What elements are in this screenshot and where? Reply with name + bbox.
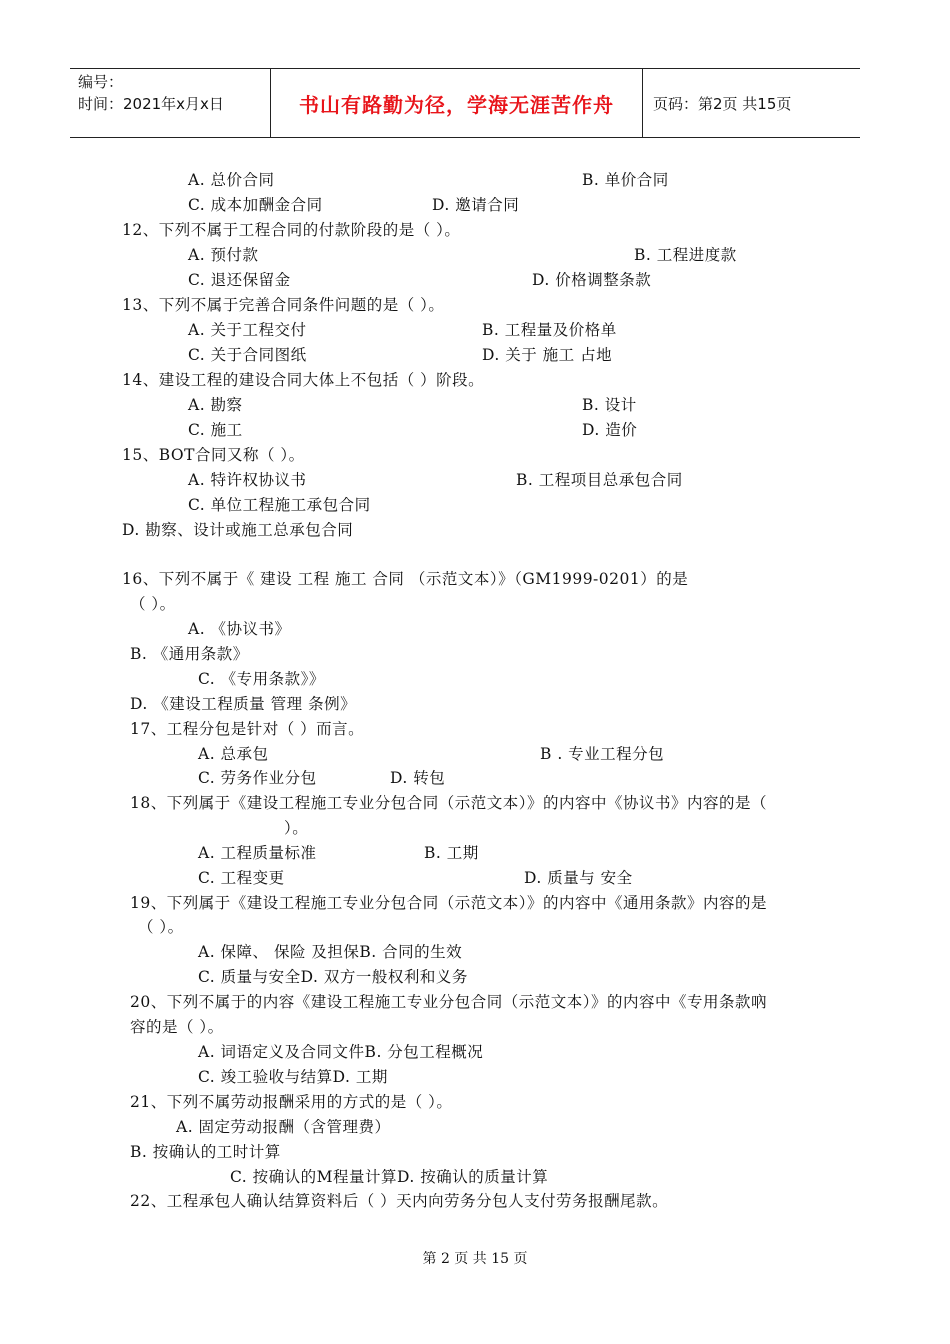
document-number-label: 编号： — [78, 73, 124, 91]
text-line: 20、下列不属于的内容《建设工程施工专业分包合同（示范文本）》的内容中《专用条款吶 — [130, 993, 767, 1011]
text-line: 17、工程分包是针对（ ）而言。 — [130, 720, 365, 738]
text-line: A. 总承包 — [198, 745, 269, 763]
header-motto — [271, 69, 643, 137]
text-line: 21、下列不属劳动报酬采用的方式的是（ ）。 — [130, 1093, 453, 1111]
text-line: D. 质量与 安全 — [524, 869, 633, 887]
text-line: C. 单位工程施工承包合同 — [188, 496, 371, 514]
text-line: C. 退还保留金 — [188, 271, 291, 289]
text-line: 12、下列不属于工程合同的付款阶段的是（ ）。 — [122, 221, 461, 239]
text-line: D. 价格调整条款 — [532, 271, 652, 289]
text-line: A. 保障、 保险 及担保B. 合同的生效 — [198, 943, 463, 961]
text-line: A. 总价合同 — [188, 171, 275, 189]
text-line: 19、下列属于《建设工程施工专业分包合同（示范文本）》的内容中《通用条款》内容的是 — [130, 894, 767, 912]
text-line: C. 《专用条款》》 — [198, 670, 325, 688]
text-line: 18、下列属于《建设工程施工专业分包合同（示范文本）》的内容中《协议书》内容的是（ — [130, 794, 767, 812]
text-line: A. 词语定义及合同文件B. 分包工程概况 — [198, 1043, 484, 1061]
text-line: A. 特许权协议书 — [188, 471, 307, 489]
text-line: B. 工期 — [424, 844, 479, 862]
text-line: A. 勘察 — [188, 396, 243, 414]
text-line: 15、BOT合同又称（ ）。 — [122, 446, 305, 464]
text-line: C. 按确认的M程量计算D. 按确认的质量计算 — [230, 1168, 549, 1186]
text-line: D. 勘察、设计或施工总承包合同 — [122, 521, 354, 539]
text-line: B. 按确认的工时计算 — [130, 1143, 281, 1161]
page-header — [70, 68, 860, 138]
text-line: D. 转包 — [390, 769, 446, 787]
text-line: C. 关于合同图纸 — [188, 346, 307, 364]
text-line: 16、下列不属于《 建设 工程 施工 合同 （示范文本）》（GM1999-0201）的是 — [122, 570, 689, 588]
text-line: C. 成本加酬金合同 — [188, 196, 323, 214]
text-line: D. 邀请合同 — [432, 196, 520, 214]
text-line: ）。 — [284, 819, 309, 837]
text-line: C. 工程变更 — [198, 869, 285, 887]
header-meta — [70, 69, 271, 137]
header-page-info: 页码：第2页 共15页 — [653, 94, 792, 113]
text-line: B . 专业工程分包 — [540, 745, 665, 763]
text-line: （ ）。 — [130, 595, 176, 613]
text-line: A. 关于工程交付 — [188, 321, 307, 339]
text-line: B. 工程项目总承包合同 — [516, 471, 683, 489]
document-time-label: 时间：2021年x月x日 — [78, 95, 224, 113]
text-line: C. 劳务作业分包 — [198, 769, 317, 787]
text-line: D. 造价 — [582, 421, 638, 439]
text-line: D. 《建设工程质量 管理 条例》 — [130, 695, 357, 713]
text-line: D. 关于 施工 占地 — [482, 346, 613, 364]
page-footer: 第 2 页 共 15 页 — [422, 1251, 528, 1267]
text-line: 容的是（ ）。 — [130, 1018, 224, 1036]
text-line: B. 工程量及价格单 — [482, 321, 617, 339]
text-line: B. 工程进度款 — [634, 246, 737, 264]
motto-text: 书山有路勤为径，学海无涯苦作舟 — [299, 92, 614, 117]
text-line: B. 设计 — [582, 396, 637, 414]
text-line: C. 质量与安全D. 双方一般权利和义务 — [198, 968, 468, 986]
text-line: A. 《协议书》 — [188, 620, 291, 638]
text-line: B. 单价合同 — [582, 171, 669, 189]
text-line: （ ）。 — [138, 918, 184, 936]
text-line: A. 预付款 — [188, 246, 259, 264]
text-line: 22、工程承包人确认结算资料后（ ）天内向劳务分包人支付劳务报酬尾款。 — [130, 1192, 669, 1210]
text-line: C. 竣工验收与结算D. 工期 — [198, 1068, 388, 1086]
text-line: A. 工程质量标准 — [198, 844, 317, 862]
text-line: 13、下列不属于完善合同条件问题的是（ ）。 — [122, 296, 445, 314]
text-line: B. 《通用条款》 — [130, 645, 249, 663]
text-line: A. 固定劳动报酬（含管理费） — [176, 1118, 391, 1136]
text-line: 14、建设工程的建设合同大体上不包括（ ）阶段。 — [122, 371, 485, 389]
text-line: C. 施工 — [188, 421, 243, 439]
